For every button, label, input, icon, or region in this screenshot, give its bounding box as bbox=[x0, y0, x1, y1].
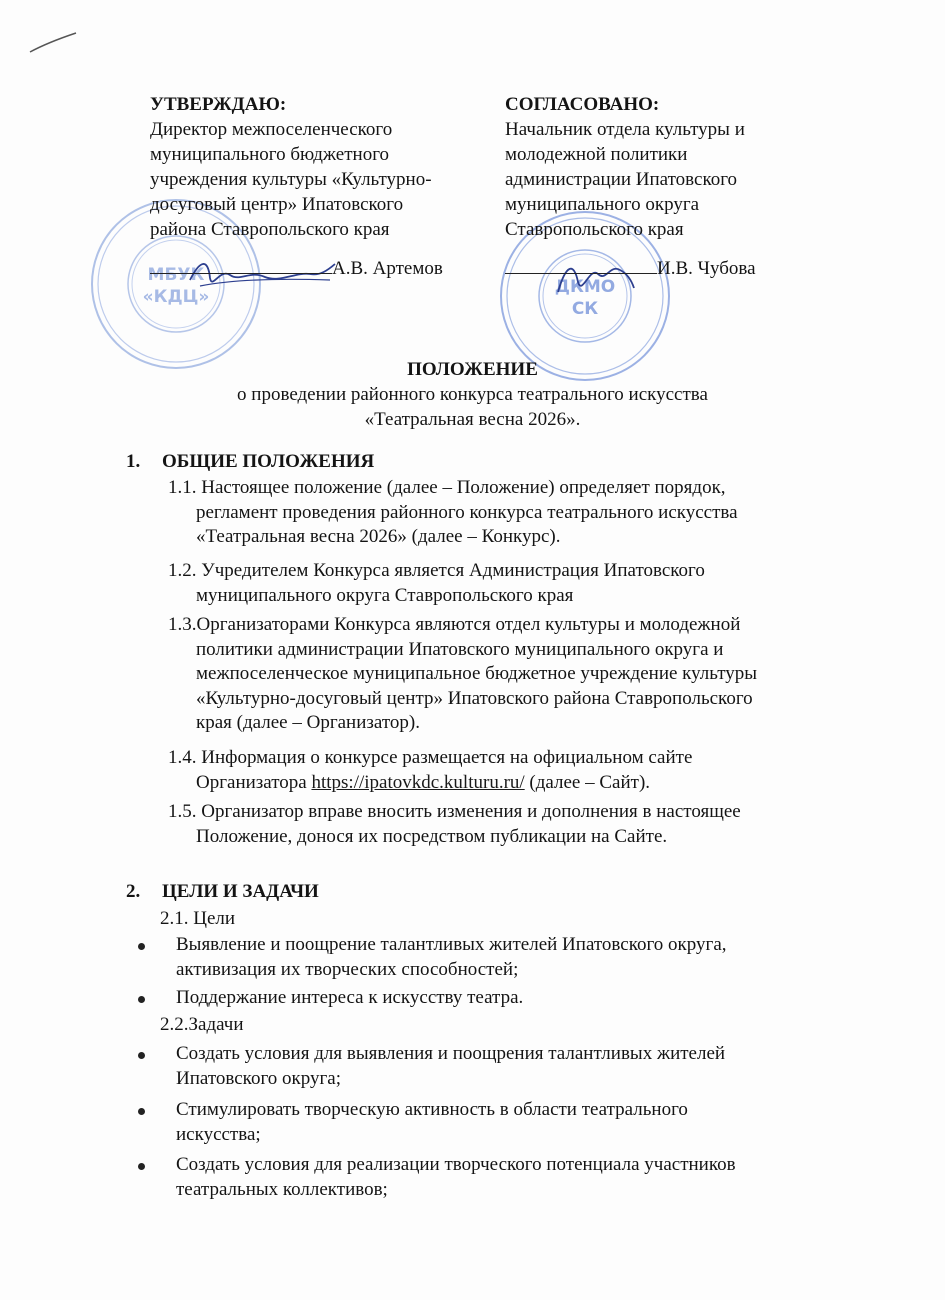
title-main: ПОЛОЖЕНИЕ bbox=[407, 359, 538, 380]
clause-text: политики администрации Ипатовского муниципального округа и bbox=[196, 638, 724, 660]
bullet-icon bbox=[138, 986, 176, 1011]
section-2-title bbox=[126, 880, 319, 905]
approve-line: Директор межпоселенческого bbox=[150, 119, 393, 140]
approve-signature-name: А.В. Артемов bbox=[332, 258, 443, 279]
clause-text: Организатор вправе вносить изменения и дополнения в настоящее bbox=[201, 801, 741, 822]
clause-text: Положение, донося их посредством публикации на Сайте. bbox=[196, 825, 668, 847]
goal-text: Поддержание интереса к искусству театра. bbox=[176, 987, 524, 1008]
clause-text: «Культурно-досуговый центр» Ипатовского района Ставропольского bbox=[196, 687, 753, 709]
section-title-text: ЦЕЛИ И ЗАДАЧИ bbox=[162, 881, 319, 902]
approve-signature-row bbox=[150, 256, 490, 281]
goal-text: Выявление и поощрение талантливых жителей Ипатовского округа, bbox=[176, 934, 727, 955]
clause-1-5 bbox=[168, 800, 848, 849]
task-text: искусства; bbox=[176, 1123, 261, 1145]
bullet-icon bbox=[138, 1153, 176, 1202]
clause-text: муниципального округа Ставропольского края bbox=[196, 584, 574, 606]
agreed-heading: СОГЛАСОВАНО: bbox=[505, 94, 660, 115]
goal-text: активизация их творческих способностей; bbox=[176, 958, 519, 980]
clause-number: 1.5. bbox=[168, 801, 197, 822]
clause-text: (далее – Сайт). bbox=[524, 771, 651, 793]
agreed-block bbox=[505, 92, 835, 281]
task-text: Стимулировать творческую активность в области театрального bbox=[176, 1099, 688, 1120]
agreed-line: Ставропольского края bbox=[505, 219, 684, 240]
section-number: 1. bbox=[126, 451, 141, 472]
agreed-line: Начальник отдела культуры и bbox=[505, 119, 745, 140]
signature-line bbox=[150, 273, 332, 274]
approve-line: муниципального бюджетного bbox=[150, 144, 390, 165]
clause-number: 1.2. bbox=[168, 560, 197, 581]
document-title bbox=[0, 357, 945, 432]
task-item bbox=[138, 1098, 838, 1147]
bullet-icon bbox=[138, 1042, 176, 1091]
bullet-icon bbox=[138, 933, 176, 982]
clause-text: Организатора bbox=[196, 771, 312, 793]
scan-artifact-line bbox=[28, 30, 78, 55]
approve-line: района Ставропольского края bbox=[150, 219, 390, 240]
section-number: 2. bbox=[126, 881, 141, 902]
clause-1-4 bbox=[168, 746, 848, 795]
task-text: Ипатовского округа; bbox=[176, 1067, 341, 1089]
agreed-signature-name: И.В. Чубова bbox=[657, 258, 756, 279]
clause-text: «Театральная весна 2026» (далее – Конкурс). bbox=[196, 526, 561, 547]
section-title-text: ОБЩИЕ ПОЛОЖЕНИЯ bbox=[162, 451, 375, 472]
clause-text: межпоселенческое муниципальное бюджетное учреждение культуры bbox=[196, 663, 758, 684]
title-line: «Театральная весна 2026». bbox=[364, 409, 581, 430]
clause-1-3 bbox=[168, 613, 848, 736]
bullet-icon bbox=[138, 1098, 176, 1147]
clause-number: 1.4. bbox=[168, 747, 197, 768]
subsection-tasks: 2.2.Задачи bbox=[160, 1014, 244, 1035]
clause-number: 1.3. bbox=[168, 614, 197, 635]
task-item bbox=[138, 1042, 838, 1091]
left-stamp-line2: «КДЦ» bbox=[142, 287, 210, 307]
clause-1-2 bbox=[168, 559, 848, 608]
goal-item bbox=[138, 933, 838, 982]
agreed-line: администрации Ипатовского bbox=[505, 169, 738, 190]
approve-line: учреждения культуры «Культурно- bbox=[150, 169, 432, 190]
approve-line: досуговый центр» Ипатовского bbox=[150, 194, 404, 215]
clause-text: Организаторами Конкурса являются отдел культуры и молодежной bbox=[196, 614, 741, 635]
organizer-site-link[interactable]: https://ipatovkdc.kulturu.ru/ bbox=[311, 771, 525, 793]
goal-item bbox=[138, 986, 838, 1011]
clause-text: Учредителем Конкурса является Администрация Ипатовского bbox=[201, 560, 705, 581]
clause-text: Настоящее положение (далее – Положение) определяет порядок, bbox=[201, 477, 726, 498]
clause-text: края (далее – Организатор). bbox=[196, 712, 420, 733]
agreed-signature-row bbox=[505, 256, 835, 281]
approve-heading: УТВЕРЖДАЮ: bbox=[150, 94, 287, 115]
task-text: театральных коллективов; bbox=[176, 1178, 388, 1200]
approve-block bbox=[150, 92, 490, 281]
task-text: Создать условия для реализации творческого потенциала участников bbox=[176, 1154, 736, 1175]
signature-line bbox=[505, 273, 657, 274]
clause-text: Информация о конкурсе размещается на официальном сайте bbox=[201, 747, 693, 768]
clause-1-1 bbox=[168, 476, 848, 550]
section-1-title bbox=[126, 450, 374, 475]
left-stamp-line1: МБУК bbox=[147, 265, 205, 285]
task-item bbox=[138, 1153, 838, 1202]
subsection-goals: 2.1. Цели bbox=[160, 908, 236, 929]
task-text: Создать условия для выявления и поощрения талантливых жителей bbox=[176, 1043, 726, 1064]
title-line: о проведении районного конкурса театрального искусства bbox=[237, 384, 708, 405]
clause-text: регламент проведения районного конкурса театрального искусства bbox=[196, 501, 738, 523]
clause-number: 1.1. bbox=[168, 477, 197, 498]
agreed-line: молодежной политики bbox=[505, 144, 688, 165]
right-stamp-line1: ДКМО bbox=[554, 277, 616, 297]
right-stamp-line2: СК bbox=[571, 299, 599, 319]
agreed-line: муниципального округа bbox=[505, 194, 700, 215]
